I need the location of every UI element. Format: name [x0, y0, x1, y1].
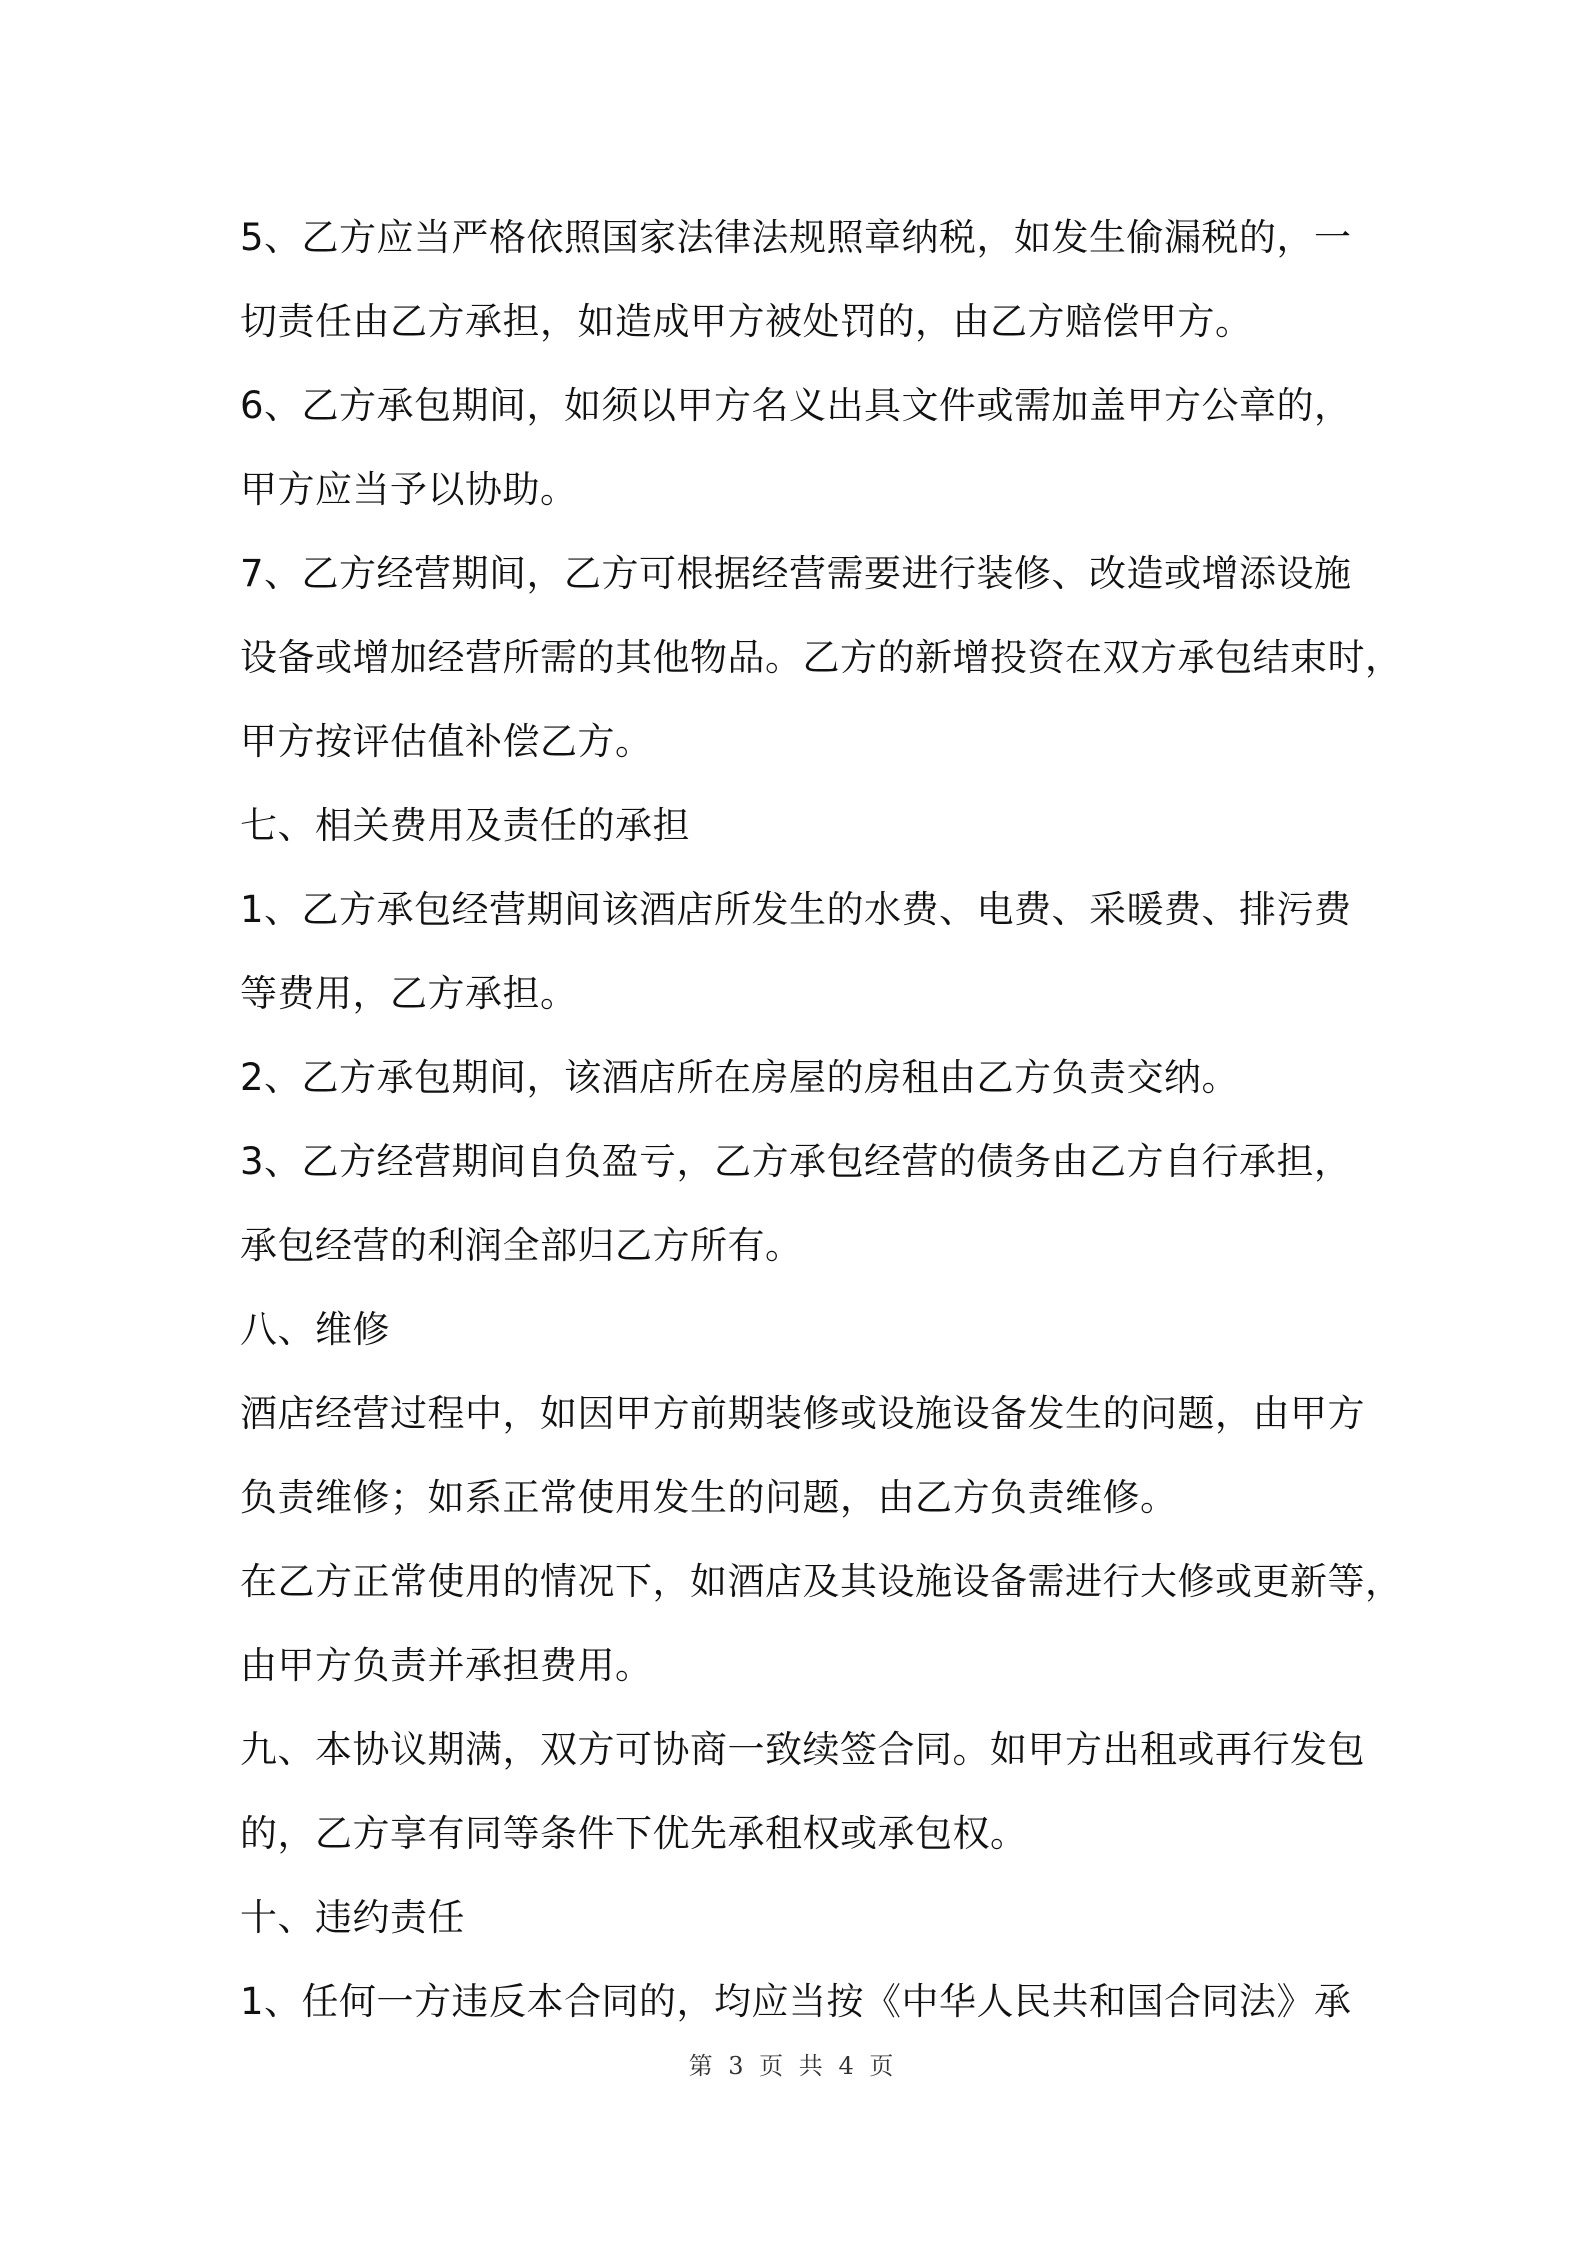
- text-line: 在乙方正常使用的情况下，如酒店及其设施设备需进行大修或更新等，: [240, 1560, 1403, 1603]
- text-line: 由甲方负责并承担费用。: [240, 1644, 653, 1687]
- text-line: 1、任何一方违反本合同的，均应当按《中华人民共和国合同法》承: [240, 1980, 1352, 2023]
- section-heading: 八、维修: [240, 1308, 390, 1351]
- text-line: 甲方按评估值补偿乙方。: [240, 720, 653, 763]
- text-line: 3、乙方经营期间自负盈亏，乙方承包经营的债务由乙方自行承担，: [240, 1140, 1352, 1183]
- text-line: 切责任由乙方承担，如造成甲方被处罚的，由乙方赔偿甲方。: [240, 300, 1253, 343]
- text-line: 承包经营的利润全部归乙方所有。: [240, 1224, 803, 1267]
- section-heading: 七、相关费用及责任的承担: [240, 804, 690, 847]
- text-line: 2、乙方承包期间，该酒店所在房屋的房租由乙方负责交纳。: [240, 1056, 1240, 1099]
- text-line: 设备或增加经营所需的其他物品。乙方的新增投资在双方承包结束时，: [240, 636, 1403, 679]
- section-heading: 十、违约责任: [240, 1896, 465, 1939]
- text-line: 1、乙方承包经营期间该酒店所发生的水费、电费、采暖费、排污费: [240, 888, 1352, 931]
- document-body: [240, 196, 1403, 2044]
- text-line: 酒店经营过程中，如因甲方前期装修或设施设备发生的问题，由甲方: [240, 1392, 1365, 1435]
- text-line: 甲方应当予以协助。: [240, 468, 578, 511]
- section-heading: 九、本协议期满，双方可协商一致续签合同。如甲方出租或再行发包: [240, 1728, 1365, 1771]
- text-line: 6、乙方承包期间，如须以甲方名义出具文件或需加盖甲方公章的，: [240, 384, 1352, 427]
- page-number-footer: 第 3 页 共 4 页: [688, 2052, 898, 2080]
- text-line: 7、乙方经营期间，乙方可根据经营需要进行装修、改造或增添设施: [240, 552, 1352, 595]
- text-line: 5、乙方应当严格依照国家法律法规照章纳税，如发生偷漏税的，一: [240, 216, 1352, 259]
- text-line: 等费用，乙方承担。: [240, 972, 578, 1015]
- text-line: 负责维修；如系正常使用发生的问题，由乙方负责维修。: [240, 1476, 1178, 1519]
- text-line: 的，乙方享有同等条件下优先承租权或承包权。: [240, 1812, 1028, 1855]
